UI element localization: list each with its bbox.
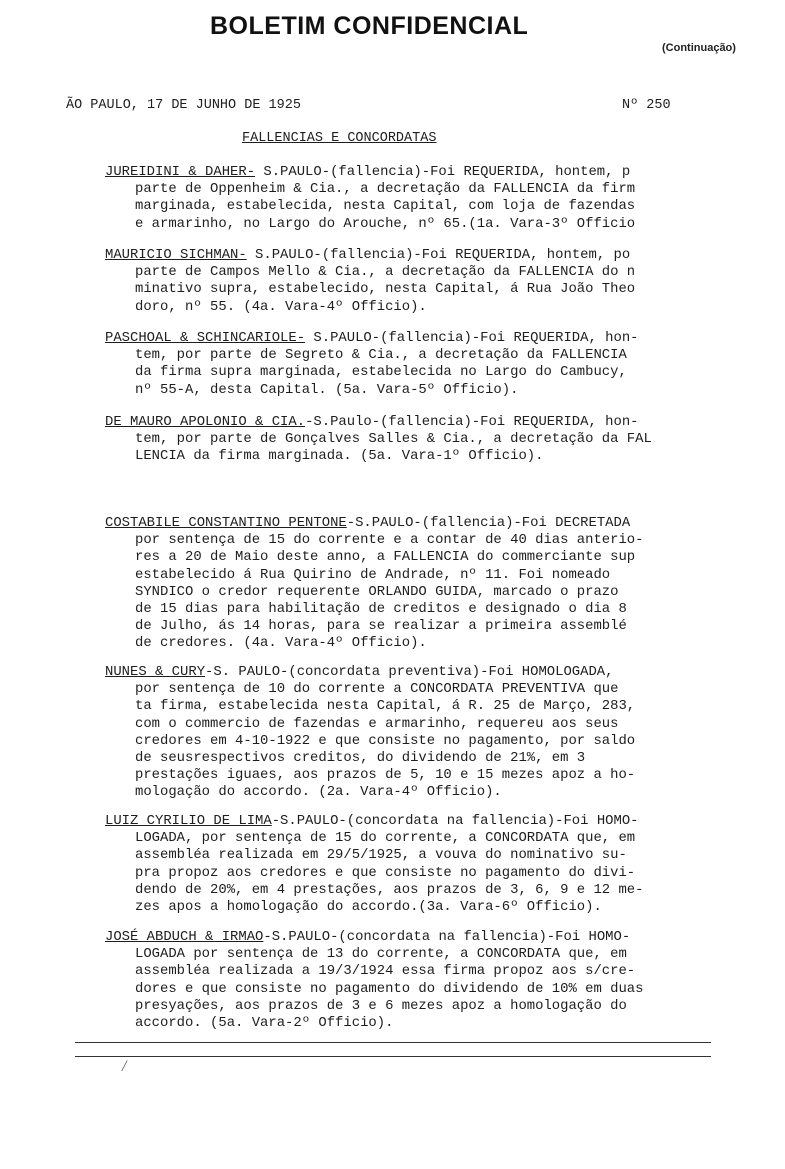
bulletin-entry [105,414,725,466]
entry-first-line [105,330,725,347]
entry-firm-name: MAURICIO SICHMAN- [105,247,247,263]
entry-first-line [105,813,725,830]
entry-text-line: LOGADA por sentença de 13 do corrente, a CONCORDATA que, em [135,946,627,963]
divider-rule [75,1056,711,1057]
entry-text-line: estabelecido á Rua Quirino de Andrade, nº 11. Foi nomeado [135,566,611,583]
bulletin-entry [105,813,725,916]
bulletin-entry [105,664,725,802]
entry-firm-name: PASCHOAL & SCHINCARIOLE- [105,330,306,346]
entry-first-line [105,929,725,946]
section-title: FALLENCIAS E CONCORDATAS [242,131,437,146]
entry-text-line: tem, por parte de Gonçalves Salles & Cia., a decretação da FAL [135,431,652,448]
entry-firm-name: LUIZ CYRILIO DE LIMA [105,813,272,829]
dateline: ÃO PAULO, 17 DE JUNHO DE 1925 [66,98,301,113]
entry-text-line: res a 20 de Maio deste anno, a FALLENCIA do commerciante sup [135,549,636,566]
bulletin-entry [105,929,725,1032]
entry-heading-text: -S.Paulo-(fallencia)-Foi REQUERIDA, hon- [305,414,639,430]
entry-text-line: zes apos a homologação do accordo.(3a. Vara-6º Officio). [135,898,602,915]
entry-text-line: de 15 dias para habilitação de creditos e designado o dia 8 [135,600,627,617]
entry-text-line: parte de Oppenheim & Cia., a decretação da FALLENCIA da firm [135,181,636,198]
bulletin-entry [105,247,725,316]
entry-text-line: dores e que consiste no pagamento do dividendo de 10% em duas [135,980,644,997]
entry-text-line: LENCIA da firma marginada. (5a. Vara-1º Officio). [135,448,544,465]
entry-text-line: presyações, aos prazos de 3 e 6 mezes apoz a homologação do [135,997,627,1014]
entry-text-line: SYNDICO o credor requerente ORLANDO GUIDA, marcado o prazo [135,583,619,600]
entry-text-line: por sentença de 10 do corrente a CONCORDATA PREVENTIVA que [135,681,619,698]
entry-text-line: dendo de 20%, em 4 prestações, aos prazos de 3, 6, 9 e 12 me- [135,881,644,898]
entry-text-line: com o commercio de fazendas e armarinho, requereu aos seus [135,715,619,732]
entry-firm-name: JUREIDINI & DAHER- [105,164,256,180]
entry-heading-text: -S.PAULO-(fallencia)-Foi DECRETADA [346,515,631,531]
entry-heading-text: S.PAULO-(fallencia)-Foi REQUERIDA, hontem, po [246,247,631,263]
entry-first-line [105,414,725,431]
entry-firm-name: COSTABILE CONSTANTINO PENTONE [105,515,347,531]
bulletin-number: Nº 250 [622,98,671,113]
entry-text-line: accordo. (5a. Vara-2º Officio). [135,1014,394,1031]
entry-text-line: doro, nº 55. (4a. Vara-4º Officio). [135,298,427,315]
entry-text-line: ta firma, estabelecida nesta Capital, á R. 25 de Março, 283, [135,698,636,715]
entry-text-line: mologação do accordo. (2a. Vara-4º Officio). [135,784,502,801]
bulletin-title: BOLETIM CONFIDENCIAL [210,12,529,40]
entry-text-line: credores em 4-10-1922 e que consiste no pagamento, por saldo [135,732,636,749]
entry-heading-text: S.PAULO-(fallencia)-Foi REQUERIDA, hon- [305,330,639,346]
bulletin-entry [105,515,725,653]
entry-text-line: assembléa realizada em 29/5/1925, a vouva do nominativo su- [135,847,627,864]
entry-text-line: minativo supra, estabelecido, nesta Capital, á Rua João Theo [135,281,636,298]
entry-text-line: de credores. (4a. Vara-4º Officio). [135,635,427,652]
entry-text-line: de seusrespectivos creditos, do dividendo de 21%, em 3 [135,749,586,766]
entry-first-line [105,164,725,181]
entry-text-line: por sentença de 15 do corrente e a contar de 40 dias anterio- [135,532,644,549]
entry-text-line: LOGADA, por sentença de 15 do corrente, a CONCORDATA que, em [135,830,636,847]
entry-text-line: da firma supra marginada, estabelecida no Largo do Cambucy, [135,364,627,381]
entry-text-line: marginada, estabelecida, nesta Capital, com loja de fazendas [135,198,636,215]
entry-firm-name: NUNES & CURY [105,664,206,680]
entry-text-line: assembléa realizada a 19/3/1924 essa firma propoz aos s/cre- [135,963,636,980]
entry-text-line: tem, por parte de Segreto & Cia., a decretação da FALLENCIA [135,347,627,364]
bulletin-entry [105,164,725,233]
entry-firm-name: JOSÉ ABDUCH & IRMAO [105,929,264,945]
entry-heading-text: S.PAULO-(fallencia)-Foi REQUERIDA, hontem, p [255,164,631,180]
entry-heading-text: -S.PAULO-(concordata na fallencia)-Foi HOMO- [263,929,631,945]
entry-text-line: parte de Campos Mello & Cia., a decretação da FALLENCIA do n [135,264,636,281]
entry-text-line: pra propoz aos credores e que consiste no pagamento do divi- [135,864,636,881]
entry-firm-name: DE MAURO APOLONIO & CIA. [105,414,306,430]
entry-first-line [105,247,725,264]
divider-rule [75,1042,711,1043]
entry-text-line: de Julho, ás 14 horas, para se realizar a primeira assemblé [135,618,627,635]
entry-text-line: nº 55-A, desta Capital. (5a. Vara-5º Officio). [135,381,519,398]
entry-text-line: e armarinho, no Largo do Arouche, nº 65.(1a. Vara-3º Officio [135,215,636,232]
entry-heading-text: -S. PAULO-(concordata preventiva)-Foi HOMOLOGADA, [205,664,614,680]
entry-first-line [105,664,725,681]
bulletin-entry [105,330,725,399]
entry-text-line: prestações iguaes, aos prazos de 5, 10 e 15 mezes apoz a ho- [135,767,636,784]
continuation-label: (Continuação) [662,42,736,54]
handwritten-mark: / [122,1058,127,1075]
entry-heading-text: -S.PAULO-(concordata na fallencia)-Foi HOMO- [271,813,639,829]
entry-first-line [105,515,725,532]
